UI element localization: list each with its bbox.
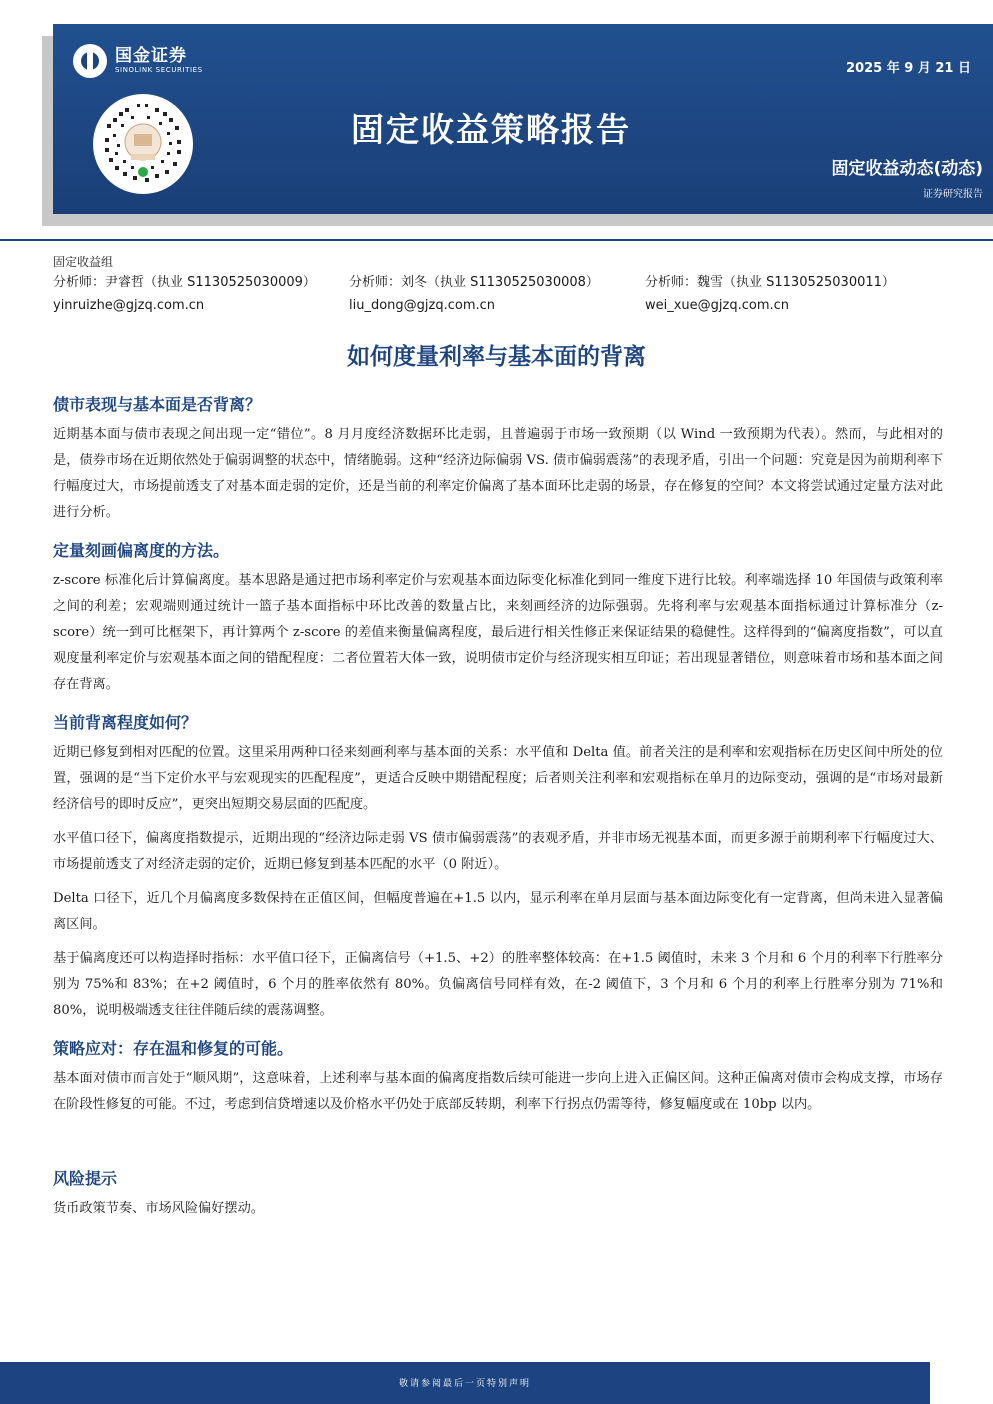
paragraph: 货币政策节奏、市场风险偏好摆动。 <box>53 1201 264 1216</box>
analyst-card <box>53 271 316 317</box>
company-logo <box>73 44 203 78</box>
paragraph: Delta 口径下，近几个月偏离度多数保持在正值区间，但幅度普遍在+1.5 以内，显示利率在单月层面与基本面边际变化有一定背离，但尚未进入显著偏离区间。 <box>53 891 943 932</box>
section-heading: 债市表现与基本面是否背离？ <box>53 395 262 414</box>
section-heading: 策略应对：存在温和修复的可能。 <box>53 1039 294 1058</box>
header-banner <box>53 24 993 214</box>
article-title: 如何度量利率与基本面的背离 <box>347 344 646 370</box>
team-name: 固定收益组 <box>53 255 114 269</box>
report-subtype: 证券研究报告 <box>923 189 983 200</box>
report-title: 固定收益策略报告 <box>351 110 631 149</box>
wechat-qr-code-icon <box>93 94 193 194</box>
logo-mark-icon <box>73 44 107 78</box>
section-heading-risk: 风险提示 <box>53 1169 118 1188</box>
analyst-name: 分析师：尹睿哲（执业 S1130525030009） <box>53 275 316 290</box>
report-type: 固定收益动态(动态) <box>831 159 983 179</box>
paragraph: 水平值口径下，偏离度指数提示，近期出现的“经济边际走弱 VS 债市偏弱震荡”的表观矛盾，并非市场无视基本面，而更多源于前期利率下行幅度过大、市场提前透支了对经济走弱的定价，近期已修复到基本匹配的水平（0 附近）。 <box>53 831 943 872</box>
analyst-block <box>53 253 953 321</box>
section-heading: 定量刻画偏离度的方法。 <box>53 541 230 560</box>
analyst-email[interactable]: yinruizhe@gjzq.com.cn <box>53 298 205 313</box>
paragraph: 近期已修复到相对匹配的位置。这里采用两种口径来刻画利率与基本面的关系：水平值和 Delta 值。前者关注的是利率和宏观指标在历史区间中所处的位置，强调的是“当下定价水平与宏观现实的匹配程度”，更适合反映中期错配程度；后者则关注利率和宏观指标在单月的边际变动，强调的是“市场对最新经济信号的即时反应”，更突出短期交易层面的匹配度。 <box>53 745 943 812</box>
section-heading: 当前背离程度如何？ <box>53 713 198 732</box>
logo-text-en: SINOLINK SECURITIES <box>115 66 203 74</box>
analyst-card <box>349 271 599 317</box>
article-body <box>53 388 943 1224</box>
analyst-email[interactable]: wei_xue@gjzq.com.cn <box>645 298 790 313</box>
paragraph: z-score 标准化后计算偏离度。基本思路是通过把市场利率定价与宏观基本面边际变化标准化到同一维度下进行比较。利率端选择 10 年国债与政策利率之间的利差；宏观端则通过统计一篮子基本面指标中环比改善的数量占比，来刻画经济的边际强弱。先将利率与宏观基本面指标通过计算标准分（z-score）统一到可比框架下，再计算两个 z-score 的差值来衡量偏离程度，最后进行相关性修正来保证结果的稳健性。这样得到的“偏离度指数”，可以直观度量利率定价与宏观基本面之间的错配程度：二者位置若大体一致，说明债市定价与经济现实相互印证；若出现显著错位，则意味着市场和基本面之间存在背离。 <box>53 573 943 692</box>
analyst-name: 分析师：魏雪（执业 S1130525030011） <box>645 275 895 290</box>
spacer <box>53 1126 943 1162</box>
paragraph: 基本面对债市而言处于“顺风期”，这意味着，上述利率与基本面的偏离度指数后续可能进一步向上进入正偏区间。这种正偏离对债市会构成支撑，市场存在阶段性修复的可能。不过，考虑到信贷增速以及价格水平仍处于底部反转期，利率下行拐点仍需等待，修复幅度或在 10bp 以内。 <box>53 1071 943 1112</box>
footer-disclaimer: 敬请参阅最后一页特别声明 <box>398 1379 531 1389</box>
logo-text-cn: 国金证券 <box>115 46 187 66</box>
analyst-name: 分析师：刘冬（执业 S1130525030008） <box>349 275 599 290</box>
paragraph: 近期基本面与债市表现之间出现一定“错位”。8 月月度经济数据环比走弱，且普遍弱于市场一致预期（以 Wind 一致预期为代表）。然而，与此相对的是，债券市场在近期依然处于偏弱调整的状态中，情绪脆弱。这种“经济边际偏弱 VS. 债市偏弱震荡”的表现矛盾，引出一个问题：究竟是因为前期利率下行幅度过大，市场提前透支了对基本面走弱的定价，还是当前的利率定价偏离了基本面环比走弱的场景，存在修复的空间？本文将尝试通过定量方法对此进行分析。 <box>53 427 943 520</box>
footer-bar <box>0 1362 930 1404</box>
paragraph: 基于偏离度还可以构造择时指标：水平值口径下，正偏离信号（+1.5、+2）的胜率整体较高：在+1.5 阈值时，未来 3 个月和 6 个月的利率下行胜率分别为 75%和 83%；在+2 阈值时，6 个月的胜率依然有 80%。负偏离信号同样有效，在-2 阈值下，3 个月和 6 个月的利率上行胜率分别为 71%和 80%，说明极端透支往往伴随后续的震荡调整。 <box>53 951 943 1018</box>
analyst-card <box>645 271 895 317</box>
header-divider <box>0 239 993 241</box>
report-date: 2025 年 9 月 21 日 <box>846 61 971 76</box>
analyst-email[interactable]: liu_dong@gjzq.com.cn <box>349 298 496 313</box>
